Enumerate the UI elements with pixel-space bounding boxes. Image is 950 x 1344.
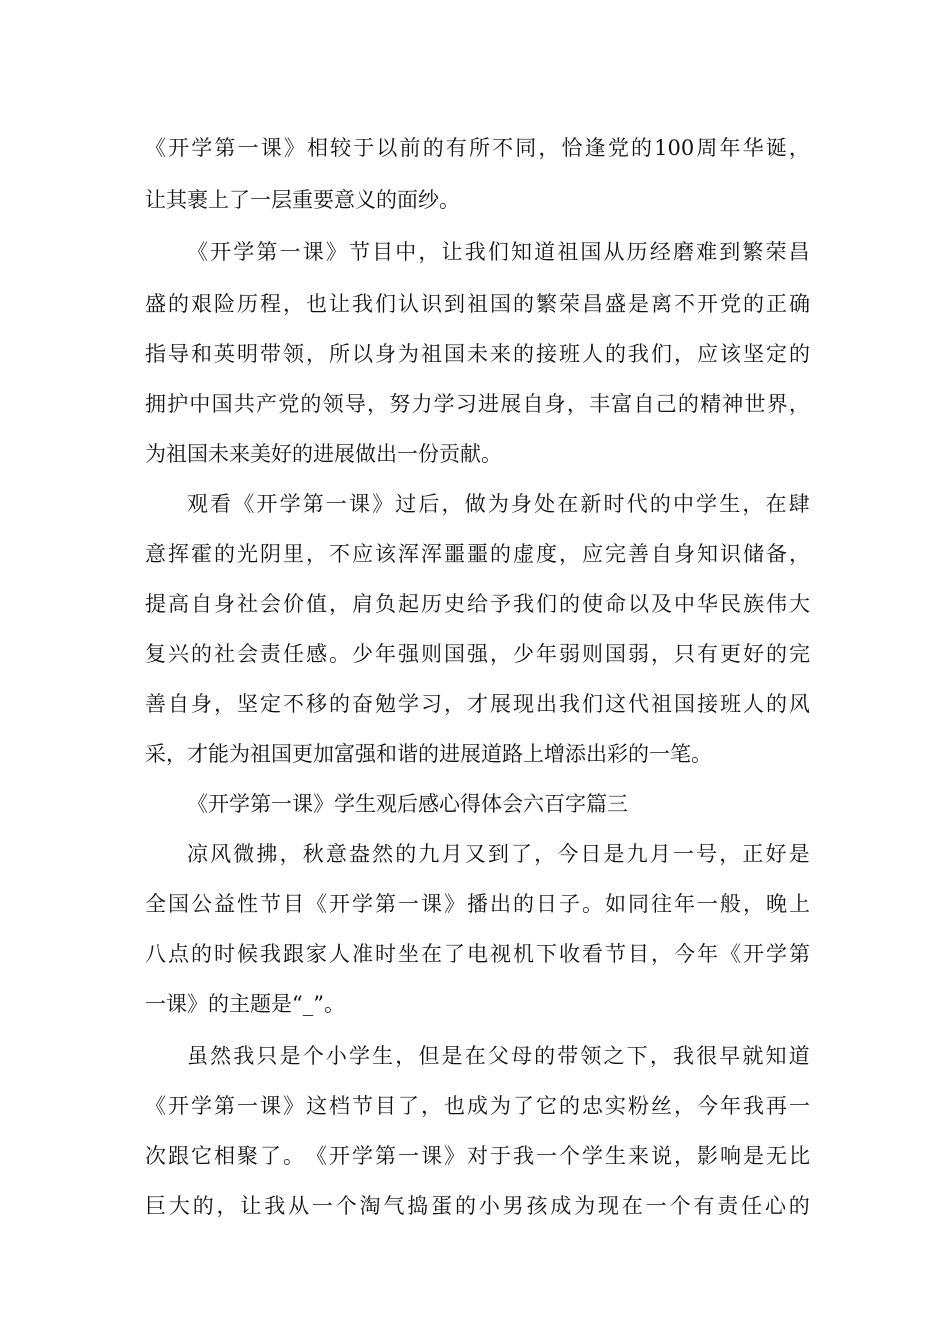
- text-line: 采，才能为祖国更加富强和谐的进展道路上增添出彩的一笔。: [145, 742, 712, 766]
- text-line: 复 兴 的 社 会 责 任 感 。 少 年 强 则 国 强 ， 少 年 弱 则 国 弱 ， 只 有 更 好 的 完: [145, 642, 810, 666]
- section-heading: 《开学第一课》学生观后感心得体会六百字篇三: [187, 792, 628, 816]
- text-line: 《 开 学 第 一 课 》 相 较 于 以 前 的 有 所 不 同 ， 恰 逢 党 的 100 周 年 华 诞 ，: [145, 136, 810, 160]
- text-line: 拥 护 中 国 共 产 党 的 领 导 ， 努 力 学 习 进 展 自 身 ， 丰 富 自 己 的 精 神 世 界 ，: [145, 392, 810, 416]
- text-line: 次 跟 它 相 聚 了 。 《 开 学 第 一 课 》 对 于 我 一 个 学 生 来 说 ， 影 响 是 无 比: [145, 1144, 810, 1168]
- text-line: 盛 的 艰 险 历 程 ， 也 让 我 们 认 识 到 祖 国 的 繁 荣 昌 盛 是 离 不 开 党 的 正 确: [145, 292, 810, 316]
- text-line: 善 自 身 ， 坚 定 不 移 的 奋 勉 学 习 ， 才 展 现 出 我 们 这 代 祖 国 接 班 人 的 风: [145, 692, 810, 716]
- text-line: 凉 风 微 拂 ， 秋 意 盎 然 的 九 月 又 到 了 ， 今 日 是 九 月 一 号 ， 正 好 是: [187, 842, 810, 866]
- text-line: 指 导 和 英 明 带 领 ， 所 以 身 为 祖 国 未 来 的 接 班 人 的 我 们 ， 应 该 坚 定 的: [145, 342, 810, 366]
- text-line: 八 点 的 时 候 我 跟 家 人 准 时 坐 在 了 电 视 机 下 收 看 节 目 ， 今 年 《 开 学 第: [145, 942, 810, 966]
- text-line: 观 看 《 开 学 第 一 课 》 过 后 ， 做 为 身 处 在 新 时 代 的 中 学 生 ， 在 肆: [187, 492, 810, 516]
- text-line: 一课》的主题是“_”。: [145, 992, 345, 1016]
- text-line: 虽 然 我 只 是 个 小 学 生 ， 但 是 在 父 母 的 带 领 之 下 ， 我 很 早 就 知 道: [187, 1044, 810, 1068]
- text-line: 提 高 自 身 社 会 价 值 ， 肩 负 起 历 史 给 予 我 们 的 使 命 以 及 中 华 民 族 伟 大: [145, 592, 810, 616]
- text-line: 为祖国未来美好的进展做出一份贡献。: [145, 442, 502, 466]
- text-line: 意 挥 霍 的 光 阴 里 ， 不 应 该 浑 浑 噩 噩 的 虚 度 ， 应 完 善 自 身 知 识 储 备 ，: [145, 542, 810, 566]
- text-line: 让其裹上了一层重要意义的面纱。: [145, 188, 460, 212]
- text-line: 巨 大 的 ， 让 我 从 一 个 淘 气 捣 蛋 的 小 男 孩 成 为 现 在 一 个 有 责 任 心 的: [145, 1194, 810, 1218]
- text-line: 《 开 学 第 一 课 》 这 档 节 目 了 ， 也 成 为 了 它 的 忠 实 粉 丝 ， 今 年 我 再 一: [145, 1094, 810, 1118]
- text-line: 《 开 学 第 一 课 》 节 目 中 ， 让 我 们 知 道 祖 国 从 历 经 磨 难 到 繁 荣 昌: [187, 240, 810, 264]
- text-line: 全 国 公 益 性 节 目 《 开 学 第 一 课 》 播 出 的 日 子 。 如 同 往 年 一 般 ， 晚 上: [145, 892, 810, 916]
